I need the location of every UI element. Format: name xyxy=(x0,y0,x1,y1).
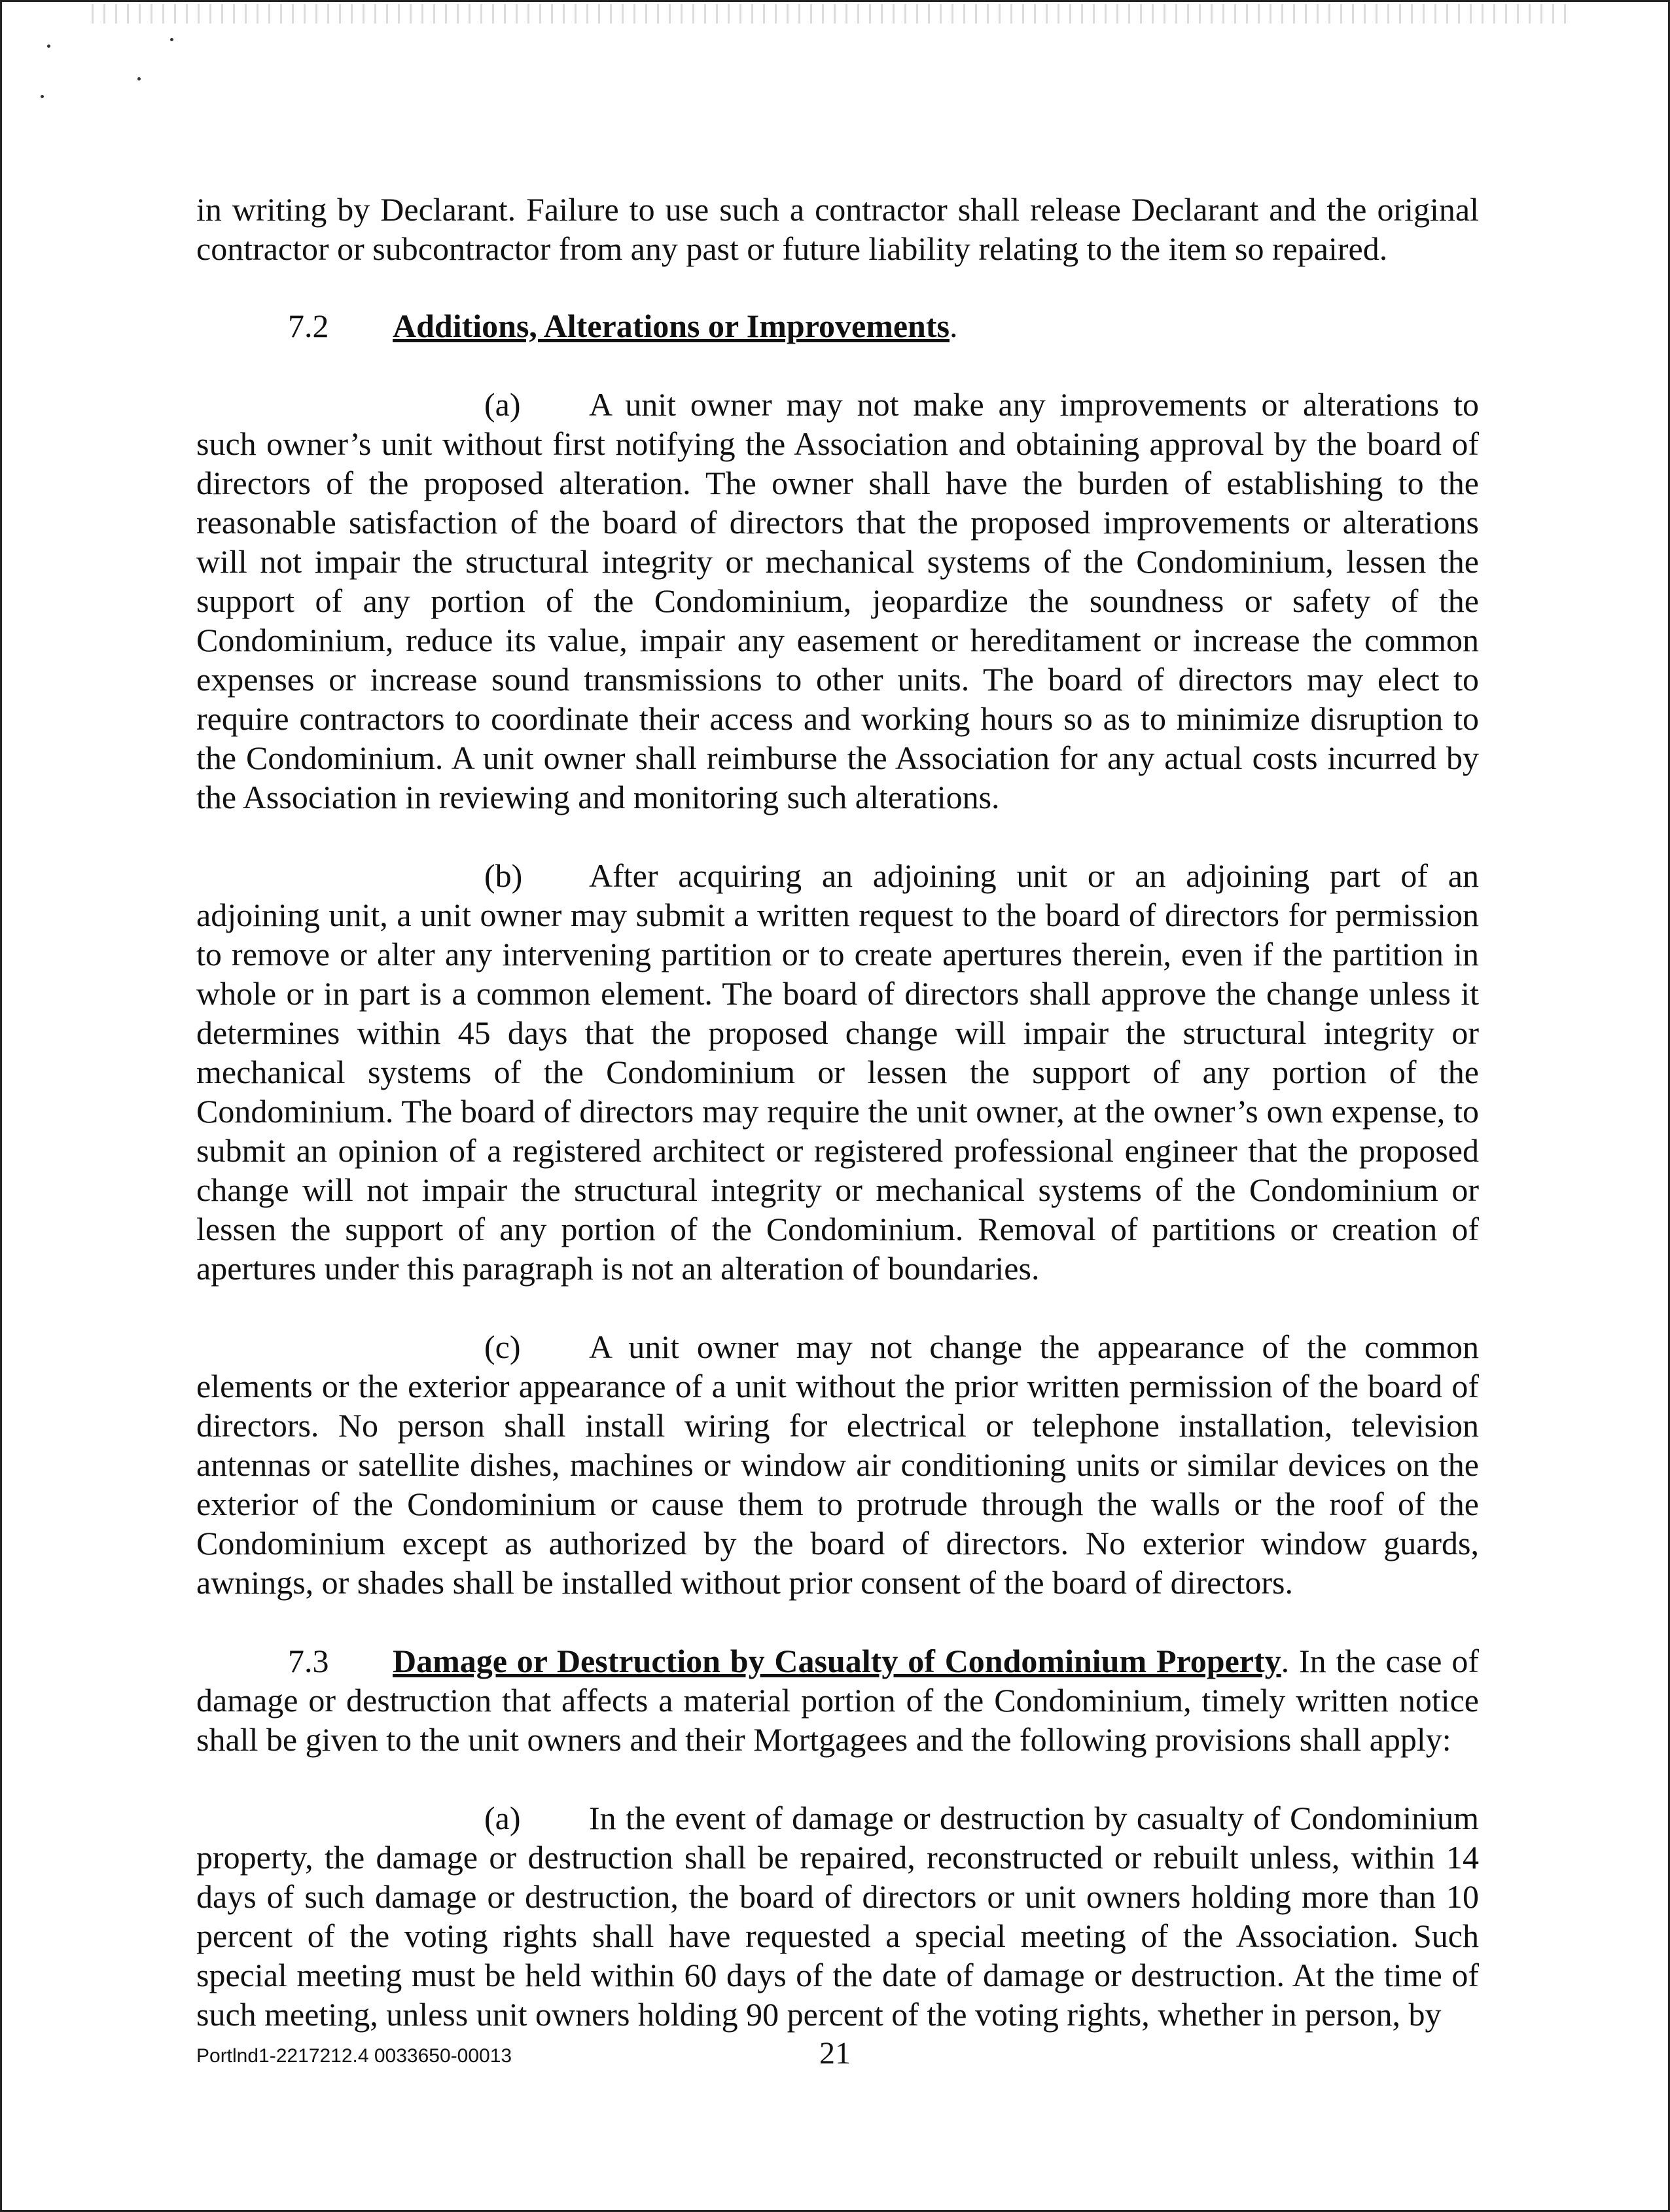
document-body xyxy=(196,190,1479,2034)
paragraph-text: A unit owner may not make any improvements or alterations to such owner’s unit without first notifying the Association and obtaining approval by the board of directors of the proposed alteration. The owner shall have the burden of establishing to the reasonable satisfaction of the board of directors that the proposed improvements or alterations will not impair the structural integrity or mechanical systems of the Condominium, lessen the support of any portion of the Condominium, jeopardize the soundness or safety of the Condominium, reduce its value, impair any easement or hereditament or increase the common expenses or increase sound transmissions to other units. The board of directors may elect to require contractors to coordinate their access and working hours so as to minimize disruption to the Condominium. A unit owner shall reimburse the Association for any actual costs incurred by the Association in reviewing and monitoring such alterations. xyxy=(196,386,1479,815)
page-number: 21 xyxy=(819,2036,851,2071)
scan-speck xyxy=(170,38,173,41)
section-title-end: . xyxy=(949,308,958,344)
section-7-2-heading xyxy=(196,306,1479,346)
scan-speck xyxy=(41,95,44,98)
section-7-2-c-paragraph xyxy=(196,1327,1479,1602)
section-7-2-a-paragraph xyxy=(196,385,1479,817)
section-title: Damage or Destruction by Casualty of Condominium Property xyxy=(393,1643,1281,1679)
paragraph-label: (a) xyxy=(484,386,521,423)
paragraph-label: (c) xyxy=(484,1329,521,1365)
section-number: 7.3 xyxy=(288,1643,329,1679)
scan-speck xyxy=(47,45,50,48)
scan-speck xyxy=(137,77,141,80)
paragraph-text: After acquiring an adjoining unit or an adjoining part of an adjoining unit, a unit owner may submit a written request to the board of directors for permission to remove or alter any intervening partition or to create apertures therein, even if the partition in whole or in part is a common element. The board of directors shall approve the change unless it determines within 45 days that the proposed change will impair the structural integrity or mechanical systems of the Condominium or lessen the support of any portion of the Condominium. The board of directors may require the unit owner, at the owner’s own expense, to submit an opinion of a registered architect or registered professional engineer that the proposed change will not impair the structural integrity or mechanical systems of the Condominium or lessen the support of any portion of the Condominium. Removal of partitions or creation of apertures under this paragraph is not an alteration of boundaries. xyxy=(196,857,1479,1287)
paragraph-text: In the event of damage or destruction by casualty of Condominium property, the damage or destruction shall be repaired, reconstructed or rebuilt unless, within 14 days of such damage or destruction, the board of directors or unit owners holding more than 10 percent of the voting rights shall have requested a special meeting of the Association. Such special meeting must be held within 60 days of the date of damage or destruction. At the time of such meeting, unless unit owners holding 90 percent of the voting rights, whether in person, by xyxy=(196,1800,1479,2033)
opening-paragraph: in writing by Declarant. Failure to use such a contractor shall release Declarant and the original contractor or subcontractor from any past or future liability relating to the item so repaired. xyxy=(196,191,1479,267)
section-7-2-b-paragraph xyxy=(196,856,1479,1288)
section-7-3-a-paragraph xyxy=(196,1798,1479,2034)
paragraph-label: (a) xyxy=(484,1800,521,1836)
scan-artifact-strip xyxy=(92,4,1571,24)
section-title: Additions, Alterations or Improvements xyxy=(393,308,950,344)
section-7-3-paragraph xyxy=(196,1641,1479,1759)
section-number: 7.2 xyxy=(288,308,329,344)
paragraph-text: A unit owner may not change the appearance of the common elements or the exterior appearance of a unit without the prior written permission of the board of directors. No person shall install wiring for electrical or telephone installation, television antennas or satellite dishes, machines or window air conditioning units or similar devices on the exterior of the Condominium or cause them to protrude through the walls or the roof of the Condominium except as authorized by the board of directors. No exterior window guards, awnings, or shades shall be installed without prior consent of the board of directors. xyxy=(196,1329,1479,1601)
paragraph-label: (b) xyxy=(484,857,523,894)
document-id: Portlnd1-2217212.4 0033650-00013 xyxy=(196,2045,512,2067)
section-intro: . In the case of damage or destruction that affects a material portion of the Condominium, timely written notice shall be given to the unit owners and their Mortgagees and the following provisions shall apply: xyxy=(196,1643,1479,1758)
